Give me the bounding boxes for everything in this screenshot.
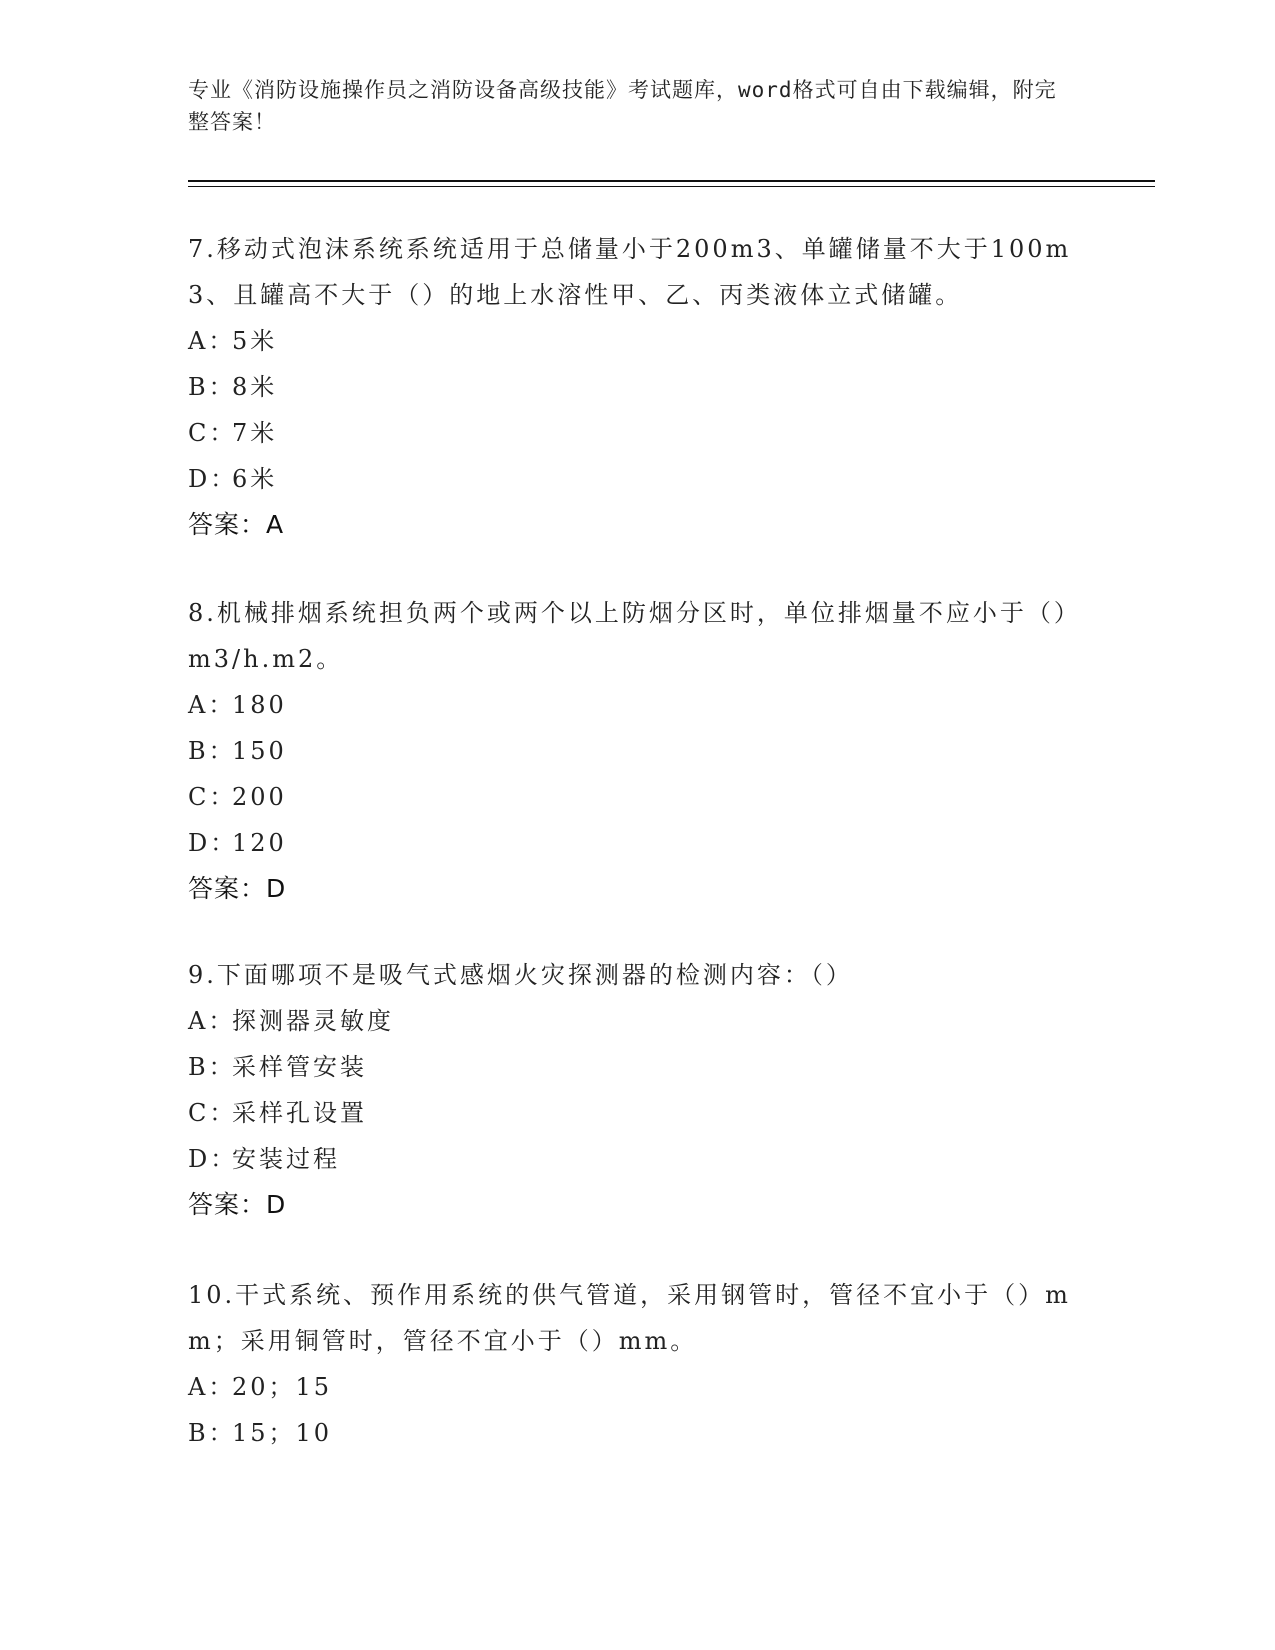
option-a (188, 318, 1078, 364)
option-text: 6米 (232, 465, 278, 493)
option-key: D： (188, 829, 238, 857)
answer-line: 答案：D (188, 874, 287, 903)
option-key: C： (188, 419, 237, 447)
option-key: A： (188, 691, 236, 719)
option-text: 200 (232, 783, 287, 811)
option-text: 8米 (232, 373, 278, 401)
option-key: B： (188, 737, 236, 765)
document-intro-text: 专业《消防设施操作员之消防设备高级技能》考试题库，word格式可自由下载编辑，附完整答案！ (188, 78, 1057, 134)
option-text: 采样孔设置 (232, 1099, 367, 1127)
option-key: B： (188, 1053, 236, 1081)
answer-line: 答案：A (188, 510, 285, 539)
option-text: 探测器灵敏度 (232, 1007, 394, 1035)
option-key: A： (188, 1007, 236, 1035)
option-b (188, 728, 1078, 774)
question-stem: 8.机械排烟系统担负两个或两个以上防烟分区时，单位排烟量不应小于（）m3/h.m2。 (188, 599, 1069, 673)
option-a (188, 998, 1078, 1044)
answer-line: 答案：D (188, 1190, 287, 1219)
question-7 (188, 226, 1078, 548)
option-d (188, 456, 1078, 502)
option-key: D： (188, 465, 238, 493)
option-key: D： (188, 1145, 238, 1173)
option-text: 7米 (232, 419, 278, 447)
option-text: 采样管安装 (232, 1053, 367, 1081)
option-key: B： (188, 373, 236, 401)
option-text: 120 (232, 829, 287, 857)
header-divider-thin (188, 186, 1155, 187)
option-a (188, 1364, 1078, 1410)
option-a (188, 682, 1078, 728)
option-text: 安装过程 (232, 1145, 340, 1173)
question-stem: 10.干式系统、预作用系统的供气管道，采用钢管时，管径不宜小于（）mm；采用铜管时，管径不宜小于（）mm。 (188, 1281, 1071, 1355)
option-text: 5米 (232, 327, 278, 355)
question-9 (188, 952, 1078, 1228)
option-c (188, 774, 1078, 820)
option-key: A： (188, 1373, 236, 1401)
option-text: 180 (232, 691, 287, 719)
option-key: A： (188, 327, 236, 355)
option-text: 15；10 (232, 1419, 333, 1447)
header-divider-thick (188, 180, 1155, 182)
option-key: C： (188, 783, 237, 811)
question-stem: 7.移动式泡沫系统系统适用于总储量小于200m3、单罐储量不大于100m3、且罐高不大于（）的地上水溶性甲、乙、丙类液体立式储罐。 (188, 235, 1072, 309)
option-b (188, 364, 1078, 410)
option-d (188, 820, 1078, 866)
option-text: 20；15 (232, 1373, 333, 1401)
option-text: 150 (232, 737, 287, 765)
option-d (188, 1136, 1078, 1182)
option-key: B： (188, 1419, 236, 1447)
option-key: C： (188, 1099, 237, 1127)
question-8 (188, 590, 1078, 912)
option-b (188, 1044, 1078, 1090)
option-c (188, 410, 1078, 456)
question-stem: 9.下面哪项不是吸气式感烟火灾探测器的检测内容：（） (188, 961, 853, 989)
option-c (188, 1090, 1078, 1136)
question-10 (188, 1272, 1078, 1456)
option-b (188, 1410, 1078, 1456)
